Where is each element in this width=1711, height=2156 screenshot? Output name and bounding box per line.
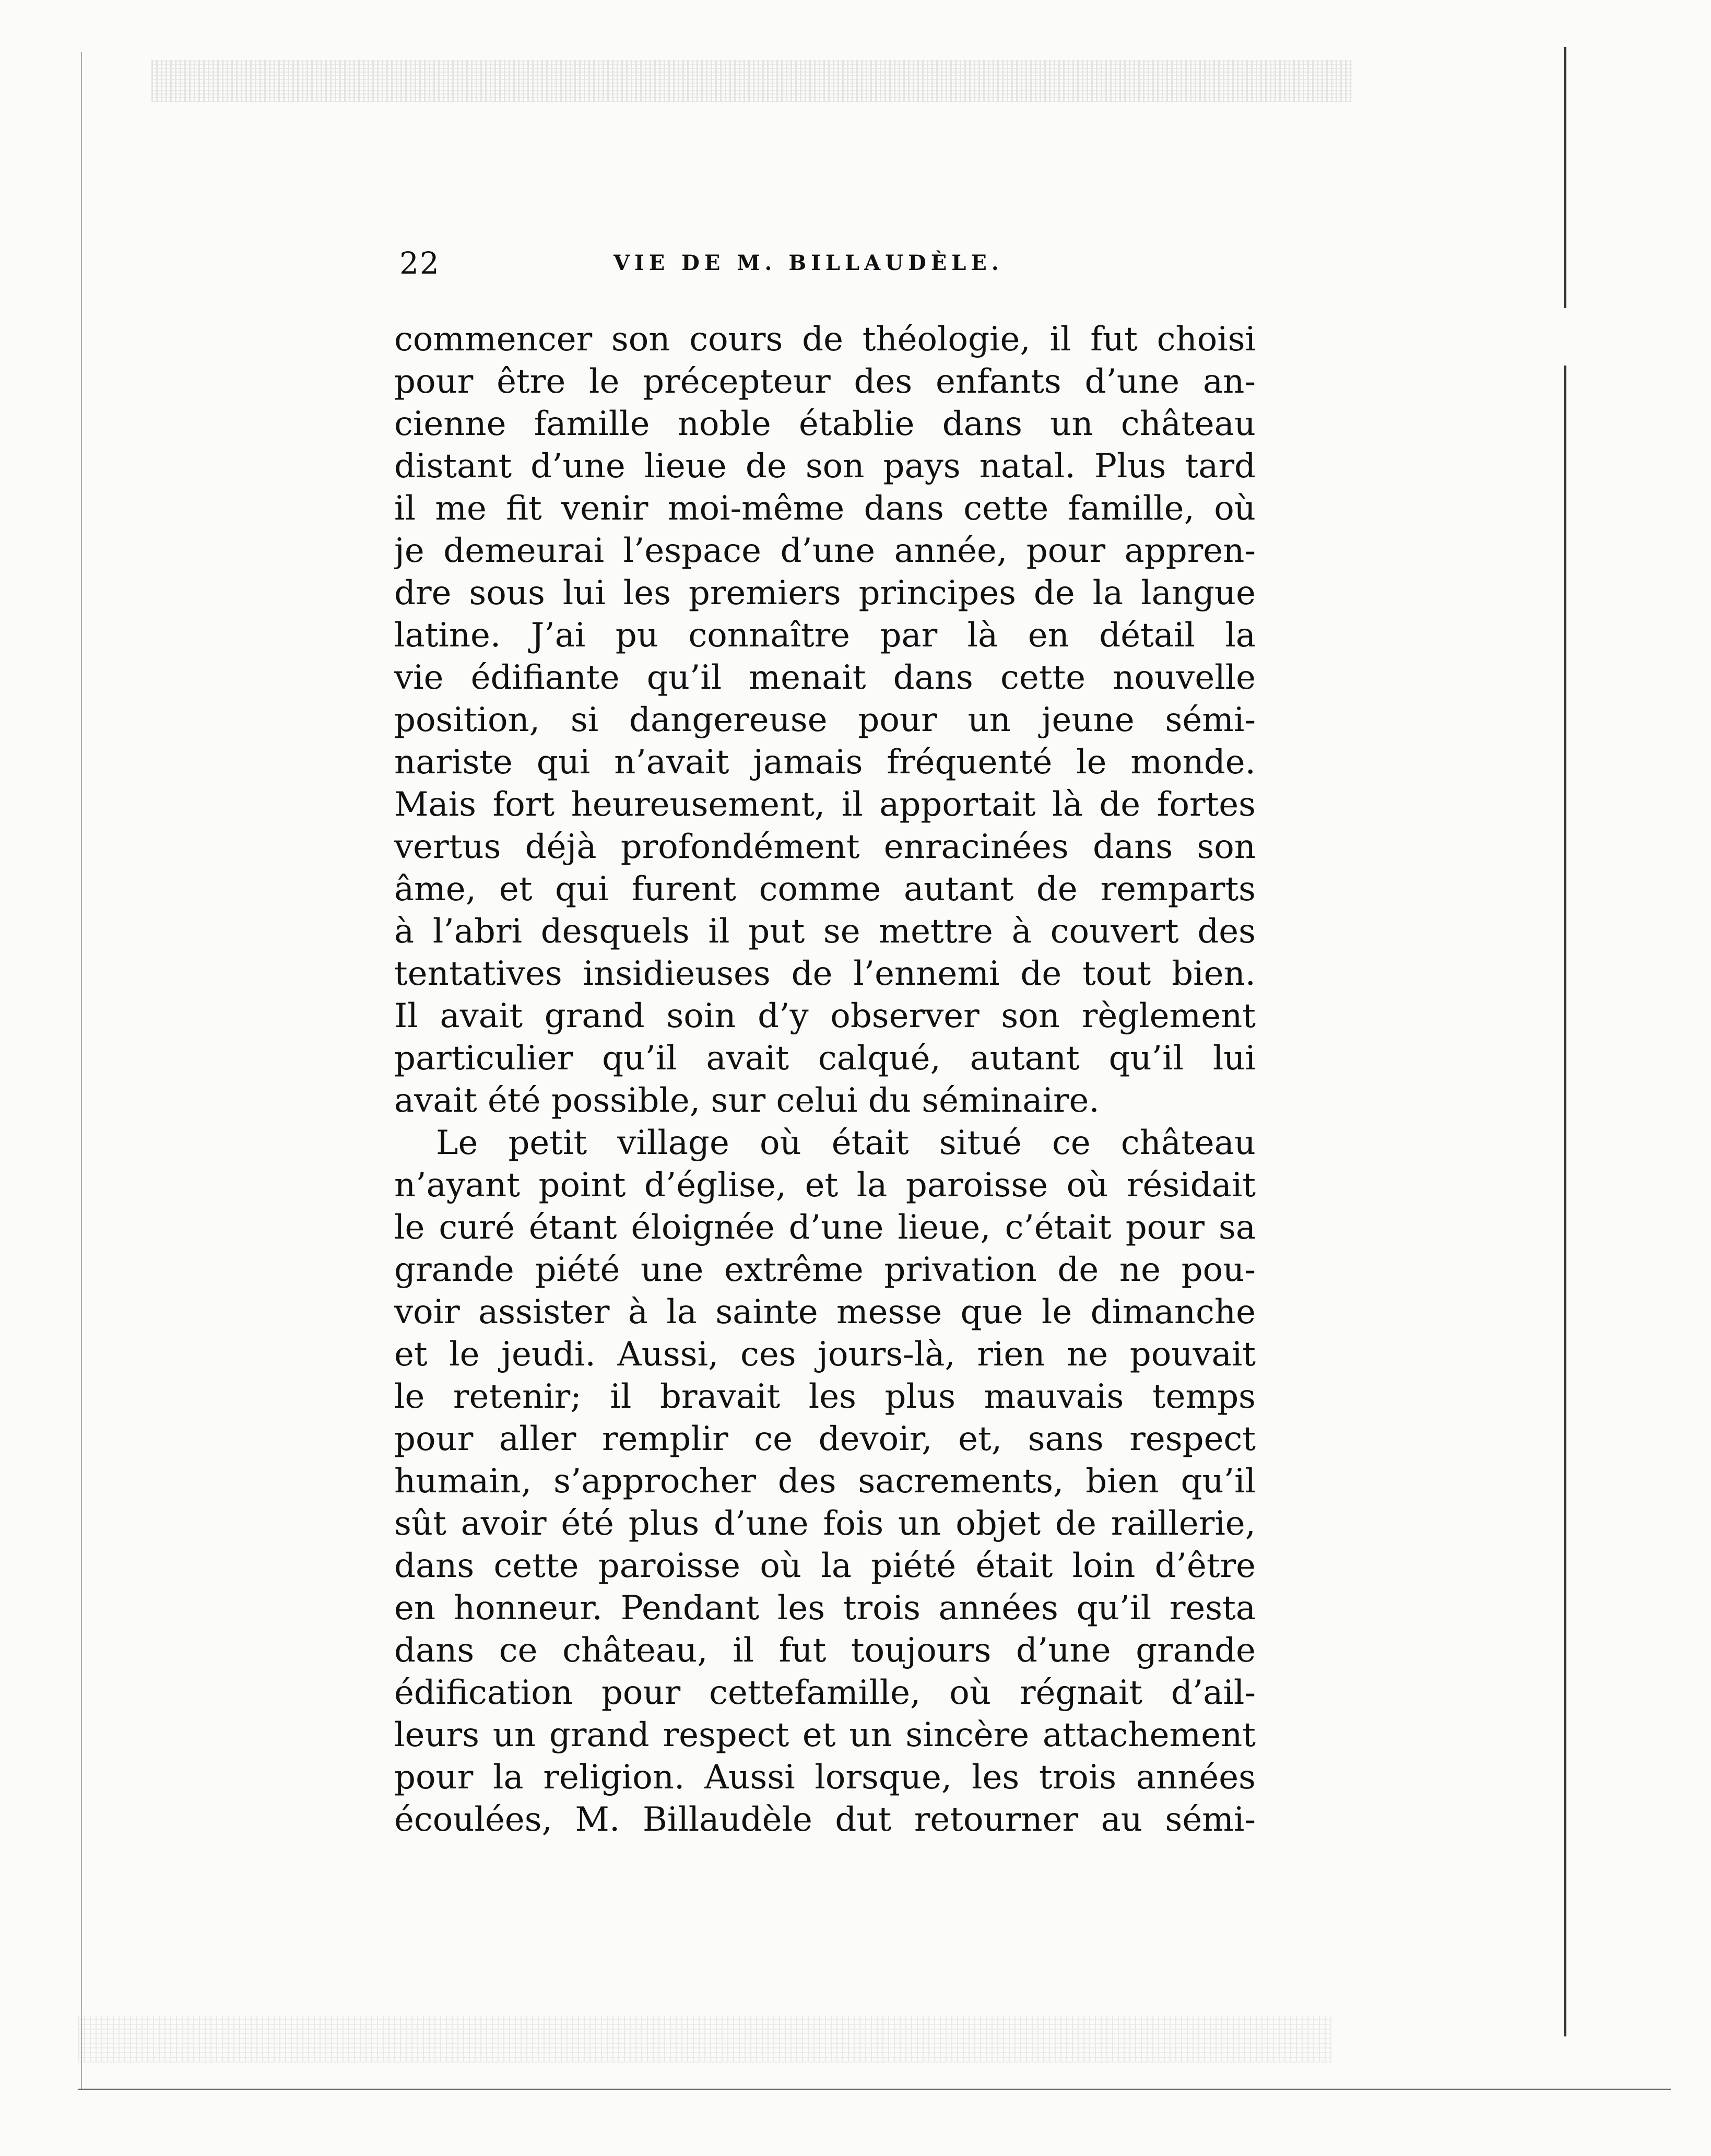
text-line: latine. J’ai pu connaître par là en détail la bbox=[394, 616, 1256, 655]
page-edge-bottom bbox=[78, 2089, 1671, 2090]
text-line: il me fit venir moi-même dans cette famille, où bbox=[394, 489, 1256, 528]
text-line: édification pour cettefamille, où régnait d’ail- bbox=[394, 1674, 1256, 1712]
text-line: distant d’une lieue de son pays natal. Plus tard bbox=[394, 447, 1256, 486]
text-line: tentatives insidieuses de l’ennemi de tout bien. bbox=[394, 955, 1256, 993]
text-line: Mais fort heureusement, il apportait là de fortes bbox=[394, 785, 1256, 824]
page-number: 22 bbox=[399, 245, 440, 281]
text-line: le curé étant éloignée d’une lieue, c’était pour sa bbox=[394, 1208, 1256, 1247]
text-line: pour la religion. Aussi lorsque, les trois années bbox=[394, 1758, 1256, 1797]
scan-noise-bottom bbox=[78, 2016, 1331, 2063]
text-line: à l’abri desquels il put se mettre à couvert des bbox=[394, 912, 1256, 951]
text-line: leurs un grand respect et un sincère attachement bbox=[394, 1716, 1256, 1754]
text-line: n’ayant point d’église, et la paroisse où résidait bbox=[394, 1166, 1256, 1205]
text-line: commencer son cours de théologie, il fut choisi bbox=[394, 320, 1256, 359]
text-line: écoulées, M. Billaudèle dut retourner au sémi- bbox=[394, 1800, 1256, 1839]
text-line: Il avait grand soin d’y observer son règlement bbox=[394, 997, 1256, 1035]
body-text bbox=[394, 319, 1256, 1841]
text-line: vertus déjà profondément enracinées dans son bbox=[394, 828, 1256, 866]
text-line: voir assister à la sainte messe que le dimanche bbox=[394, 1293, 1256, 1332]
text-line: sût avoir été plus d’une fois un objet de raillerie, bbox=[394, 1504, 1256, 1543]
text-line: âme, et qui furent comme autant de remparts bbox=[394, 870, 1256, 909]
text-line: en honneur. Pendant les trois années qu’il resta bbox=[394, 1589, 1256, 1628]
text-line: position, si dangereuse pour un jeune sémi- bbox=[394, 701, 1256, 739]
text-line: nariste qui n’avait jamais fréquenté le monde. bbox=[394, 743, 1256, 782]
text-line: grande piété une extrême privation de ne pou- bbox=[394, 1251, 1256, 1289]
text-line: avait été possible, sur celui du séminaire. bbox=[394, 1081, 1100, 1120]
page-edge-right-lower bbox=[1564, 366, 1566, 2036]
text-line: dans cette paroisse où la piété était loin d’être bbox=[394, 1547, 1256, 1585]
text-line: pour aller remplir ce devoir, et, sans respect bbox=[394, 1420, 1256, 1458]
text-line: pour être le précepteur des enfants d’une an- bbox=[394, 362, 1256, 401]
page-edge-right-upper bbox=[1564, 47, 1566, 308]
text-line: vie édifiante qu’il menait dans cette nouvelle bbox=[394, 658, 1256, 697]
text-line: et le jeudi. Aussi, ces jours-là, rien ne pouvait bbox=[394, 1335, 1256, 1374]
text-line: je demeurai l’espace d’une année, pour appren- bbox=[394, 532, 1256, 570]
text-line: Le petit village où était situé ce château bbox=[436, 1124, 1256, 1162]
text-line: cienne famille noble établie dans un château bbox=[394, 405, 1256, 443]
page-edge-left bbox=[81, 52, 82, 2089]
text-line: le retenir; il bravait les plus mauvais temps bbox=[394, 1377, 1256, 1416]
text-line: particulier qu’il avait calqué, autant qu’il lui bbox=[394, 1039, 1256, 1078]
text-line: dans ce château, il fut toujours d’une grande bbox=[394, 1631, 1256, 1670]
scan-noise-top bbox=[151, 60, 1352, 102]
text-line: dre sous lui les premiers principes de la langue bbox=[394, 574, 1256, 612]
running-head: VIE DE M. BILLAUDÈLE. bbox=[613, 251, 1004, 275]
text-line: humain, s’approcher des sacrements, bien qu’il bbox=[394, 1462, 1256, 1501]
page-header bbox=[399, 245, 1240, 281]
